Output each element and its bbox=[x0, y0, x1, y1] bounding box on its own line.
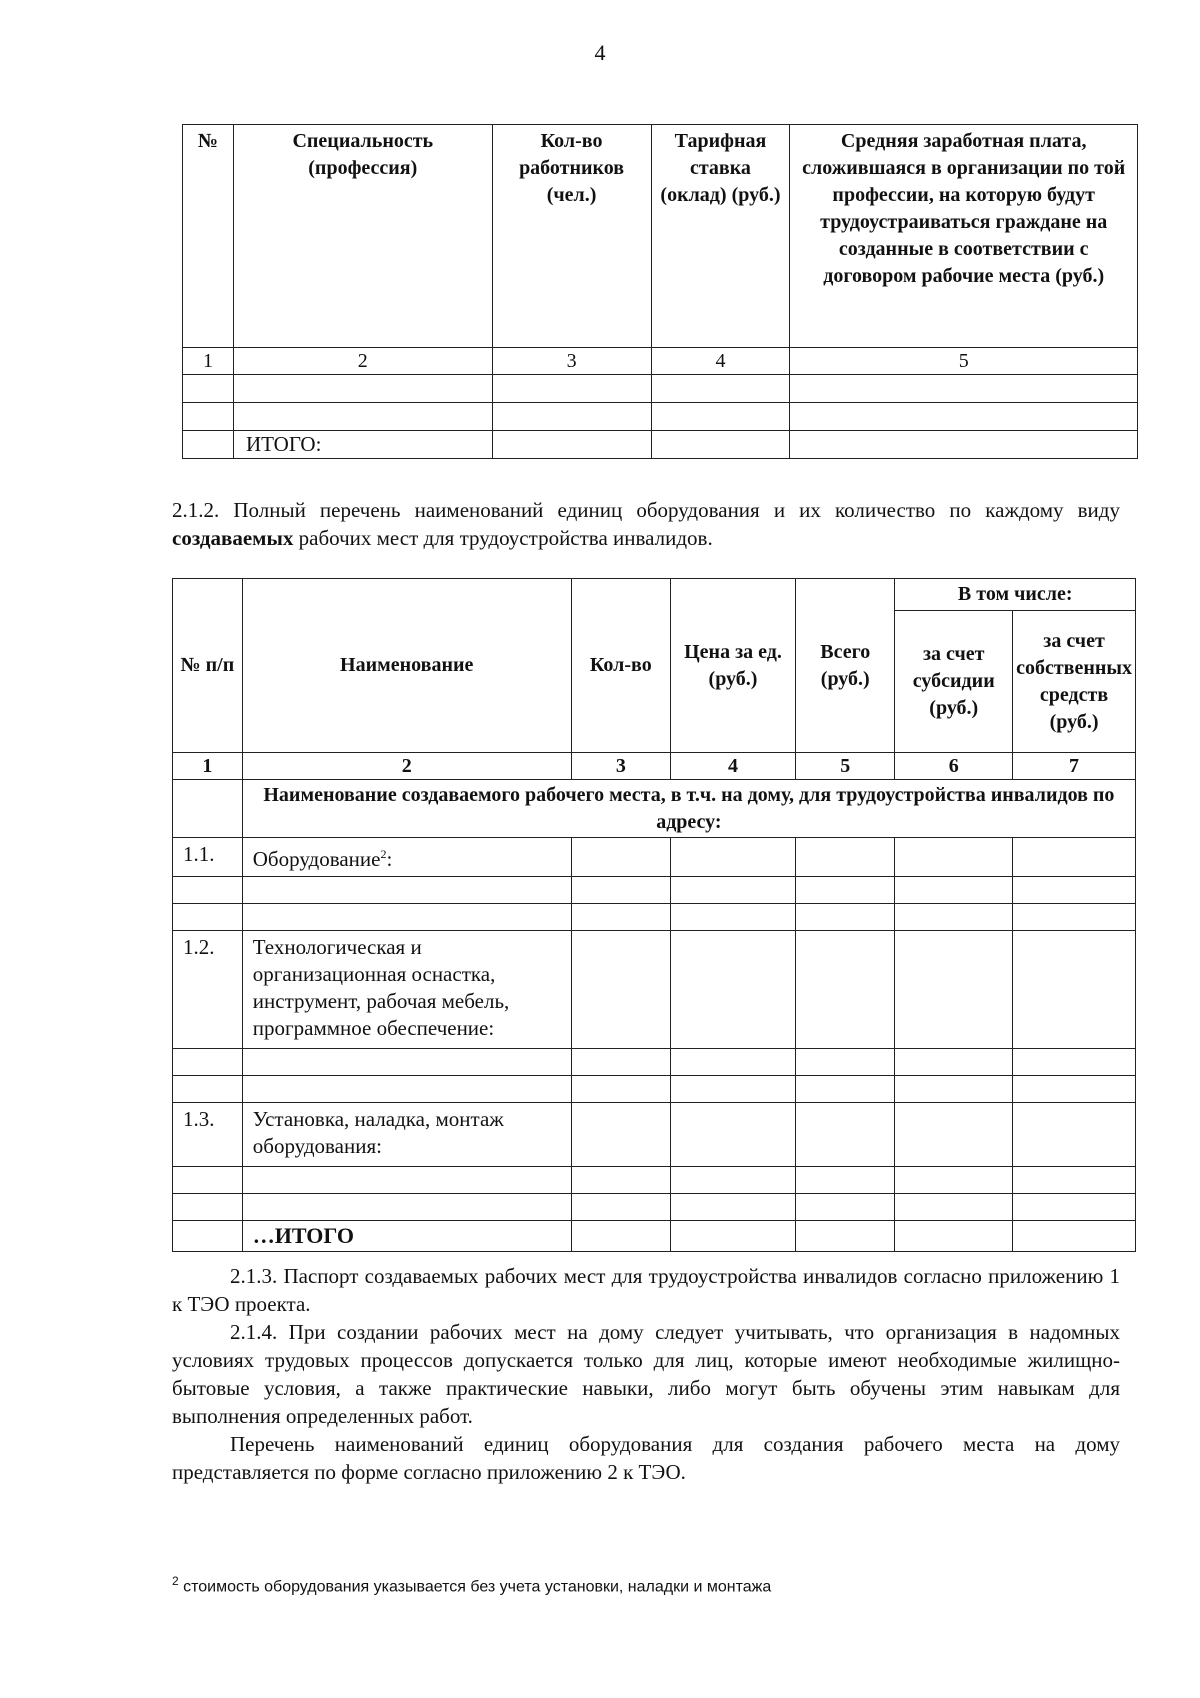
header-workers-count: Кол-во работников (чел.) bbox=[492, 125, 651, 348]
row-label-tooling: Технологическая и организационная оснастка, инструмент, рабочая мебель, программное обеспечение: bbox=[242, 931, 571, 1049]
column-number: 2 bbox=[242, 753, 571, 780]
section-title-row bbox=[173, 780, 1136, 838]
header-quantity: Кол-во bbox=[571, 579, 670, 753]
table-row bbox=[173, 877, 1136, 904]
row-index: 1.2. bbox=[173, 931, 243, 1049]
header-item-number: № п/п bbox=[173, 579, 243, 753]
header-name: Наименование bbox=[242, 579, 571, 753]
column-number: 5 bbox=[790, 348, 1138, 375]
footnote-mark: 2 bbox=[172, 1574, 179, 1588]
table-row bbox=[183, 403, 1138, 431]
header-average-salary: Средняя заработная плата, сложившаяся в организации по той профессии, на которую будут трудоустраиваться граждане на созданные в соответствии с договором рабочие места (руб.) bbox=[790, 125, 1138, 348]
table-row bbox=[173, 838, 1136, 877]
table-row bbox=[183, 375, 1138, 403]
equipment-table-header bbox=[173, 579, 1136, 611]
header-total: Всего (руб.) bbox=[796, 579, 895, 753]
row-label-equipment: Оборудование$^2$: bbox=[242, 838, 571, 877]
table-row bbox=[173, 1194, 1136, 1221]
table-row bbox=[173, 1167, 1136, 1194]
page-number: 4 bbox=[594, 40, 606, 65]
column-number: 4 bbox=[670, 753, 795, 780]
header-tariff-rate: Тарифная ставка (оклад) (руб.) bbox=[651, 125, 790, 348]
column-number: 4 bbox=[651, 348, 790, 375]
footnote-text: стоимость оборудования указывается без учета установки, наладки и монтажа bbox=[178, 1578, 772, 1596]
table-row bbox=[173, 904, 1136, 931]
total-row bbox=[183, 431, 1138, 459]
header-unit-price: Цена за ед. (руб.) bbox=[670, 579, 795, 753]
row-index: 1.3. bbox=[173, 1103, 243, 1167]
paragraph-2-1-2: 2.1.2. Полный перечень наименований единиц оборудования и их количество по каждому виду создаваемых рабочих мест для трудоустройства инвалидов. bbox=[172, 498, 1120, 550]
paragraph-2-1-3: 2.1.3. Паспорт создаваемых рабочих мест для трудоустройства инвалидов согласно приложению 1 к ТЭО проекта. bbox=[172, 1264, 1120, 1316]
column-number: 7 bbox=[1013, 753, 1136, 780]
column-number: 2 bbox=[233, 348, 492, 375]
salary-table bbox=[182, 124, 1138, 459]
row-label-installation: Установка, наладка, монтаж оборудования: bbox=[242, 1103, 571, 1167]
column-number: 6 bbox=[895, 753, 1013, 780]
row-index: 1.1. bbox=[173, 838, 243, 877]
paragraph-equipment-list: Перечень наименований единиц оборудования для создания рабочего места на дому представляется по форме согласно приложению 2 к ТЭО. bbox=[172, 1432, 1120, 1484]
column-number: 1 bbox=[183, 348, 234, 375]
total-label: ИТОГО: bbox=[233, 431, 492, 459]
column-number: 3 bbox=[571, 753, 670, 780]
equipment-table bbox=[172, 578, 1136, 1252]
section-title: Наименование создаваемого рабочего места, в т.ч. на дому, для трудоустройства инвалидов по адресу: bbox=[242, 780, 1135, 838]
column-number: 5 bbox=[796, 753, 895, 780]
footnote bbox=[172, 1574, 1120, 1596]
paragraph-2-1-4: 2.1.4. При создании рабочих мест на дому следует учитывать, что организация в надомных условиях трудовых процессов допускается только для лиц, которые имеют необходимые жилищно-бытовые условия, а также практические навыки, либо могут быть обучены этим навыкам для выполнения определенных работ. bbox=[172, 1320, 1120, 1428]
header-own-funds: за счет собственных средств (руб.) bbox=[1013, 611, 1136, 753]
column-number: 3 bbox=[492, 348, 651, 375]
table-row bbox=[173, 1049, 1136, 1076]
header-number: № bbox=[183, 125, 234, 348]
table-row bbox=[173, 1103, 1136, 1167]
header-subsidy: за счет субсидии (руб.) bbox=[895, 611, 1013, 753]
column-number: 1 bbox=[173, 753, 243, 780]
table-row bbox=[173, 1076, 1136, 1103]
header-including: В том числе: bbox=[895, 579, 1136, 611]
total-label: …ИТОГО bbox=[242, 1221, 571, 1252]
total-row bbox=[173, 1221, 1136, 1252]
salary-table-header bbox=[183, 125, 1138, 348]
table-row bbox=[173, 931, 1136, 1049]
column-number-row bbox=[173, 753, 1136, 780]
header-specialty: Специальность (профессия) bbox=[233, 125, 492, 348]
column-number-row bbox=[183, 348, 1138, 375]
